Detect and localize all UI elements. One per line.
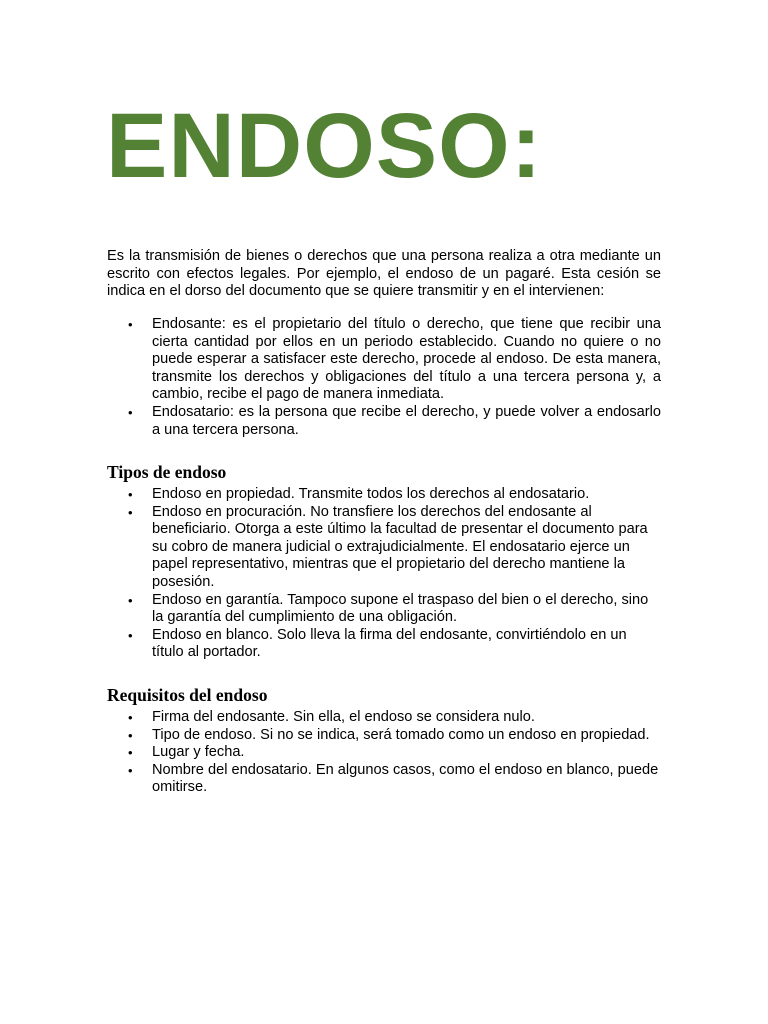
- bullet-icon: •: [128, 710, 133, 725]
- list-item-text: Endoso en propiedad. Transmite todos los derechos al endosatario.: [152, 486, 590, 502]
- list-item: [107, 627, 661, 662]
- list-item-text: Endosatario: es la persona que recibe el derecho, y puede volver a endosarlo a una tercera persona.: [152, 403, 661, 438]
- bullet-icon: •: [128, 762, 133, 778]
- list-item-text: Firma del endosante. Sin ella, el endoso se considera nulo.: [152, 709, 535, 725]
- list-item-text: Nombre del endosatario. En algunos casos, como el endoso en blanco, puede omitirse.: [152, 761, 659, 796]
- bullet-icon: •: [128, 627, 133, 643]
- bullet-icon: •: [128, 745, 133, 761]
- bullet-icon: •: [128, 727, 133, 743]
- section-heading-requisitos: Requisitos del endoso: [107, 685, 268, 705]
- list-item: [107, 762, 661, 797]
- bullet-icon: •: [128, 592, 133, 608]
- bullet-icon: •: [128, 404, 133, 420]
- list-item-text: Endosante: es el propietario del título o derecho, que tiene que recibir una cierta cantidad por ellos en un periodo establecido. Cuando no quiere o no puede esperar a satisfacer este derecho, procede al endoso. De esta manera, transmite los derechos y obligaciones del título a una tercera persona y, a cambio, recibe el pago de manera inmediata.: [152, 316, 661, 403]
- list-item: [107, 744, 661, 762]
- list-item-text: Endoso en procuración. No transfiere los derechos del endosante al beneficiario. Otorga a este último la facultad de presentar el documento para su cobro de manera judicial o extrajudicialmente. El endosatario ejerce un papel representativo, mientras que el propietario del derecho mantiene la posesión.: [152, 503, 648, 590]
- bullet-icon: •: [128, 504, 133, 520]
- roles-list: [107, 316, 661, 439]
- list-item-text: Lugar y fecha.: [152, 744, 245, 761]
- list-item: [107, 486, 661, 504]
- list-item: [107, 592, 661, 627]
- list-item: [107, 504, 661, 592]
- list-item-text: Endoso en garantía. Tampoco supone el traspaso del bien o el derecho, sino la garantía del cumplimiento de una obligación.: [152, 591, 649, 626]
- list-item: [107, 727, 661, 745]
- tipos-list: [107, 486, 661, 662]
- requisitos-list: [107, 709, 661, 797]
- section-heading-tipos: Tipos de endoso: [107, 462, 227, 482]
- list-item-text: Tipo de endoso. Si no se indica, será tomado como un endoso en propiedad.: [152, 726, 650, 743]
- document-title: ENDOSO:: [106, 95, 543, 197]
- list-item: [107, 709, 661, 727]
- list-item-text: Endoso en blanco. Solo lleva la firma del endosante, convirtiéndolo en un título al portador.: [152, 626, 627, 661]
- intro-paragraph: Es la transmisión de bienes o derechos que una persona realiza a otra mediante un escrito con efectos legales. Por ejemplo, el endoso de un pagaré. Esta cesión se indica en el dorso del documento que se quiere transmitir y en el intervienen:: [107, 248, 661, 300]
- bullet-icon: •: [128, 317, 133, 332]
- list-item: [107, 316, 661, 404]
- bullet-icon: •: [128, 487, 133, 502]
- list-item: [107, 404, 661, 439]
